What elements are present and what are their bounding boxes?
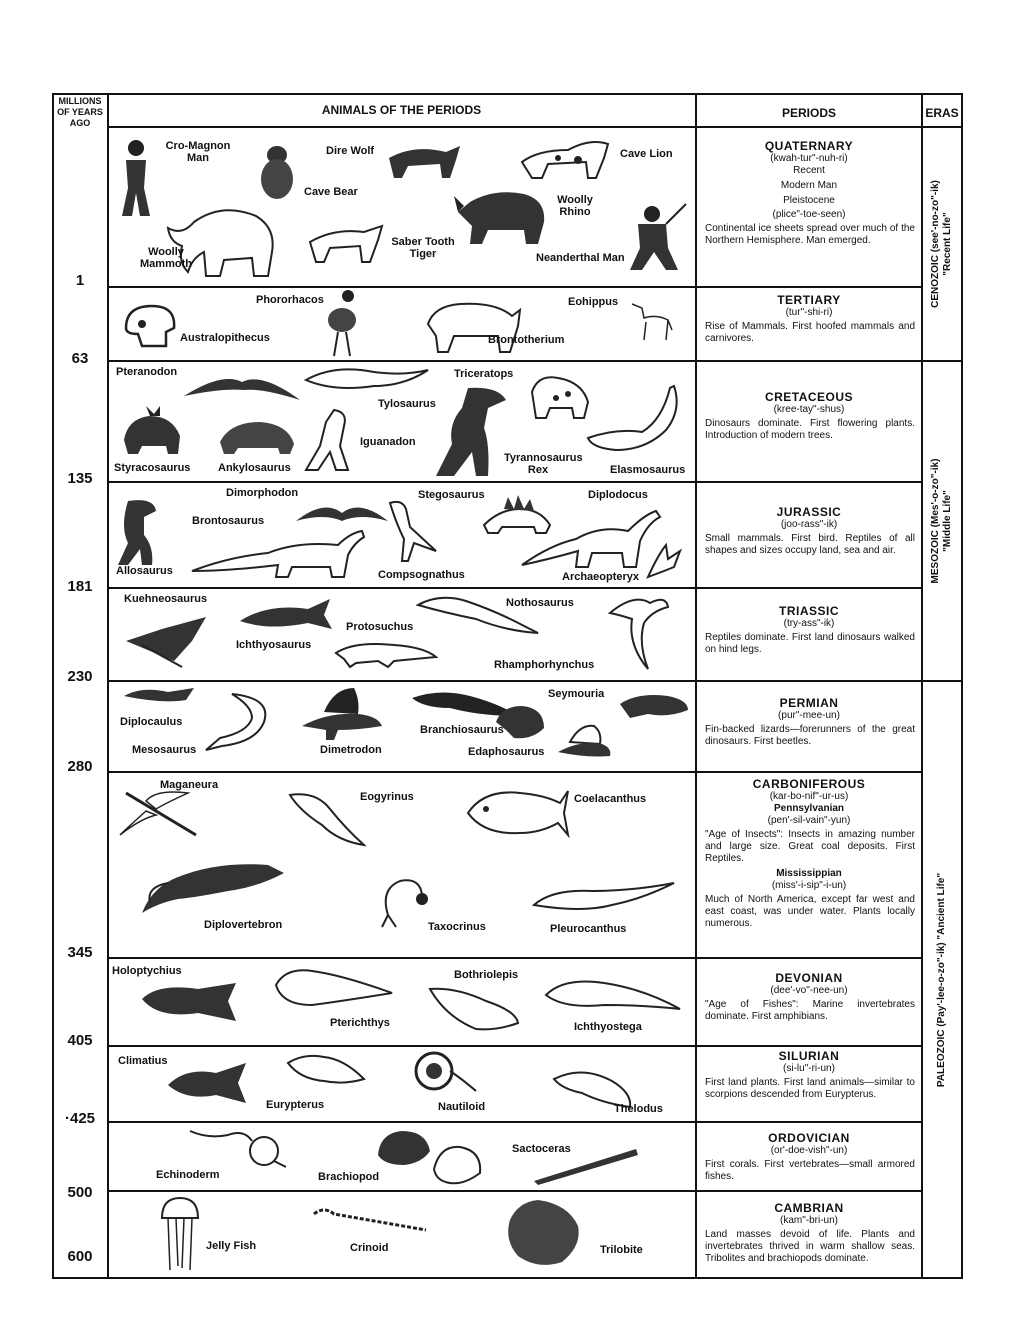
era-label: [930, 180, 954, 308]
animal-label: Styracosaurus: [114, 462, 191, 474]
period-description: Small mammals. First bird. Reptiles of all shapes and sizes occupy land, sea and air.: [705, 533, 915, 556]
nautiloid-illustration: [412, 1049, 478, 1097]
animal-label: Echinoderm: [156, 1169, 220, 1181]
period-name: TERTIARY: [777, 293, 841, 307]
animal-label: Eogyrinus: [360, 791, 414, 803]
animals-tertiary: [108, 288, 695, 360]
period-description: "Age of Fishes": Marine invertebrates dominate. First amphibians.: [705, 999, 915, 1022]
period-description: "Age of Insects": Insects in amazing number and large size. Great coal deposits. First Reptiles.: [705, 829, 915, 864]
animal-label: Holoptychius: [112, 965, 182, 977]
animal-label: Eurypterus: [266, 1099, 325, 1111]
animal-label: Diplocaulus: [120, 716, 183, 728]
period-description: Reptiles dominate. First land dinosaurs walked on hind legs.: [705, 632, 915, 655]
brontosaurus-illustration: [188, 527, 368, 579]
period-description: Dinosaurs dominate. First flowering plants. Introduction of modern trees.: [705, 418, 915, 441]
animal-label: Seymouria: [548, 688, 605, 700]
woolly-rhino-illustration: [454, 182, 550, 246]
period-pronunciation: (plice"-toe-seen): [772, 209, 846, 220]
eohippus-illustration: [628, 300, 674, 342]
animals-jurassic: [108, 483, 695, 587]
animal-label: Mesosaurus: [132, 744, 197, 756]
animal-label: Neanderthal Man: [536, 252, 625, 264]
tyrannosaurus-illustration: [428, 384, 514, 478]
age-label: 280: [67, 758, 93, 775]
edaphosaurus-illustration: [556, 722, 614, 762]
styracosaurus-illustration: [120, 406, 186, 456]
animal-label: Pterichthys: [330, 1017, 390, 1029]
animal-label: Diplodocus: [588, 489, 648, 501]
age-label: ·425: [64, 1110, 96, 1127]
animal-label: Compsognathus: [378, 569, 465, 581]
era-name: MESOZOIC (Mes'-o-zo"-ik): [930, 458, 941, 584]
bothriolepis-illustration: [426, 981, 522, 1033]
animal-label: Brachiopod: [318, 1171, 380, 1183]
period-pronunciation: (dee'-vo"-nee-un): [770, 985, 848, 996]
animal-label: Ichthyostega: [574, 1021, 642, 1033]
animals-permian: [108, 682, 695, 771]
period-name: CAMBRIAN: [774, 1201, 844, 1215]
pterichthys-illustration: [272, 965, 396, 1013]
age-label: 345: [67, 944, 93, 961]
period-subdivision: Pleistocene: [783, 195, 835, 206]
triceratops-illustration: [528, 372, 592, 420]
taxocrinus-illustration: [378, 875, 430, 929]
animal-label: Taxocrinus: [428, 921, 486, 933]
animal-label: Eohippus: [568, 296, 619, 308]
period-pronunciation: (si-lu"-ri-un): [783, 1063, 835, 1074]
animal-label: Brontosaurus: [192, 515, 265, 527]
animal-label: Coelacanthus: [574, 793, 647, 805]
animals-cretaceous: [108, 362, 695, 481]
coelacanthus-illustration: [464, 783, 570, 841]
era-paleozoic: [923, 682, 961, 1277]
seymouria-illustration: [492, 702, 548, 742]
cave-bear-illustration: [256, 143, 298, 201]
period-pronunciation: (miss'-i-sip"-i-un): [771, 880, 847, 891]
period-pronunciation: (kwah-tur"-nuh-ri): [770, 153, 848, 164]
age-label: 405: [67, 1032, 93, 1049]
animal-label: Cave Bear: [304, 186, 358, 198]
rhamphorhynchus-illustration: [608, 593, 670, 671]
animal-label: Branchiosaurus: [420, 724, 504, 736]
brachiopod-illustration: [374, 1127, 486, 1189]
climatius-illustration: [166, 1061, 248, 1105]
period-subdivision: Mississippian: [776, 868, 842, 879]
period-description: Fin-backed lizards—forerunners of the great dinosaurs. First beetles.: [705, 724, 915, 747]
era-cenozoic: [923, 128, 961, 360]
period-name: TRIASSIC: [778, 604, 839, 618]
protosuchus-illustration: [334, 637, 438, 669]
animal-label: Phororhacos: [256, 294, 324, 306]
age-label: 63: [71, 350, 89, 367]
animal-label: Archaeopteryx: [562, 571, 640, 583]
divider: [695, 93, 697, 1279]
animal-label: Diplovertebron: [204, 919, 283, 931]
animals-silurian: [108, 1047, 695, 1121]
animal-label: Thelodus: [614, 1103, 663, 1115]
animal-label: Crinoid: [350, 1242, 389, 1254]
holoptychius-illustration: [138, 979, 242, 1025]
animal-label: Jelly Fish: [206, 1240, 257, 1252]
period-pronunciation: (kar-bo-nif"-ur-us): [769, 791, 849, 802]
period-name: QUATERNARY: [764, 139, 854, 153]
era-label: [936, 872, 948, 1086]
period-pronunciation: (try-ass"-ik): [783, 618, 835, 629]
period-cambrian: [697, 1202, 921, 1265]
period-triassic: [697, 605, 921, 656]
animal-label: Woolly Rhino: [557, 194, 593, 218]
pteranodon-illustration: [182, 366, 302, 406]
animal-label: Tylosaurus: [378, 398, 436, 410]
eogyrinus-illustration: [286, 785, 366, 849]
diplodocus-illustration: [520, 505, 662, 569]
animal-label: Climatius: [118, 1055, 168, 1067]
animal-label: Cave Lion: [620, 148, 673, 160]
ankylosaurus-illustration: [216, 418, 296, 456]
period-description: Land masses devoid of life. Plants and invertebrates thrived in warm shallow seas. Tribolites and brachiopods dominate.: [705, 1229, 915, 1264]
period-pronunciation: (pur"-mee-un): [778, 710, 840, 721]
compsognathus-illustration: [384, 497, 440, 563]
period-ordovician: [697, 1132, 921, 1183]
crinoid-illustration: [310, 1204, 428, 1240]
age-label: 500: [67, 1184, 93, 1201]
period-name: PERMIAN: [779, 696, 839, 710]
animals-carboniferous: [108, 773, 695, 957]
diplovertebron-illustration: [138, 857, 288, 921]
animal-label: Trilobite: [600, 1244, 643, 1256]
animal-label: Saber Tooth Tiger: [391, 236, 455, 260]
animals-triassic: [108, 589, 695, 680]
jellyfish-illustration: [158, 1196, 202, 1272]
archaeopteryx-illustration: [644, 541, 684, 581]
trilobite-illustration: [498, 1196, 586, 1270]
period-carboniferous: [697, 778, 921, 930]
kuehneosaurus-illustration: [122, 611, 210, 671]
era-name: CENOZOIC (see'-no-zo"-ik): [930, 180, 941, 308]
ichthyostega-illustration: [544, 973, 682, 1015]
animal-label: Brontotherium: [488, 334, 565, 346]
animal-label: Ichthyosaurus: [236, 639, 312, 651]
period-silurian: [697, 1050, 921, 1101]
dimorphodon-illustration: [294, 495, 390, 529]
saber-tooth-illustration: [304, 218, 386, 264]
period-name: ORDOVICIAN: [768, 1131, 850, 1145]
period-description: Rise of Mammals. First hoofed mammals and carnivores.: [705, 321, 915, 344]
era-mesozoic: [923, 362, 961, 680]
period-description: Continental ice sheets spread over much of the Northern Hemisphere. Man emerged.: [705, 223, 915, 246]
period-name: JURASSIC: [776, 505, 842, 519]
animals-ordovician: [108, 1123, 695, 1190]
header-millions: MILLIONS OF YEARS AGO: [57, 96, 103, 128]
dire-wolf-illustration: [384, 140, 464, 180]
period-quaternary: [697, 140, 921, 247]
period-subdivision: Modern Man: [780, 180, 838, 191]
animal-label: Tyrannosaurus Rex: [504, 452, 583, 476]
period-name: CRETACEOUS: [764, 390, 854, 404]
period-jurassic: [697, 506, 921, 557]
animal-label: Kuehneosaurus: [124, 593, 208, 605]
age-label: 600: [67, 1248, 93, 1265]
animal-label: Iguanadon: [360, 436, 416, 448]
period-pronunciation: (kree-tay"-shus): [773, 404, 845, 415]
animals-cambrian: [108, 1192, 695, 1277]
era-meaning: "Recent Life": [942, 212, 953, 276]
animal-label: Edaphosaurus: [468, 746, 545, 758]
period-pronunciation: (kam"-bri-un): [780, 1215, 838, 1226]
period-description: First corals. First vertebrates—small armored fishes.: [705, 1159, 915, 1182]
period-name: CARBONIFEROUS: [752, 777, 866, 791]
animals-devonian: [108, 959, 695, 1045]
mesosaurus-illustration: [202, 692, 274, 752]
period-permian: [697, 697, 921, 748]
animal-label: Protosuchus: [346, 621, 414, 633]
age-label: 135: [67, 470, 93, 487]
echinoderm-illustration: [188, 1125, 288, 1169]
iguanadon-illustration: [304, 406, 354, 472]
elasmosaurus-illustration: [586, 380, 690, 460]
era-name: PALEOZOIC (Pay'-lee-o-zo"-ik) "Ancient Life": [936, 872, 947, 1087]
period-pronunciation: (or'-doe-vish"-un): [770, 1145, 848, 1156]
skull-illustration: [122, 302, 178, 348]
phororhacos-illustration: [322, 288, 362, 358]
age-label: 181: [67, 578, 93, 595]
period-pronunciation: (joo-rass"-ik): [780, 519, 838, 530]
period-pronunciation: (pen'-sil-vain"-yun): [767, 815, 851, 826]
header-eras: ERAS: [925, 106, 959, 120]
animal-label: Sactoceras: [512, 1143, 571, 1155]
animal-label: Dimetrodon: [320, 744, 382, 756]
cro-magnon-illustration: [116, 138, 156, 218]
animal-label: Maganeura: [160, 779, 219, 791]
animal-label: Pteranodon: [116, 366, 178, 378]
period-tertiary: [697, 294, 921, 345]
eurypterus-illustration: [284, 1049, 368, 1099]
period-subdivision: Pennsylvanian: [773, 803, 845, 814]
period-name: DEVONIAN: [775, 971, 843, 985]
animal-label: Australopithecus: [180, 332, 270, 344]
animal-label: Allosaurus: [116, 565, 173, 577]
animal-label: Woolly Mammoth: [140, 246, 192, 270]
period-cretaceous: [697, 391, 921, 442]
diplocaulus-illustration: [122, 684, 196, 706]
neanderthal-illustration: [614, 202, 688, 272]
animal-label: Dire Wolf: [326, 145, 375, 157]
ichthyosaurus-illustration: [238, 597, 334, 635]
age-label: 230: [67, 668, 93, 685]
animal-label: Ankylosaurus: [218, 462, 291, 474]
header-periods: PERIODS: [781, 106, 836, 120]
era-label: [930, 459, 954, 584]
animal-label: Cro-Magnon Man: [165, 140, 231, 164]
sactoceras-illustration: [528, 1145, 640, 1185]
age-label: 1: [75, 272, 85, 289]
cave-lion-illustration: [518, 132, 614, 180]
dimetrodon-illustration: [298, 686, 384, 742]
header-animals: ANIMALS OF THE PERIODS: [321, 103, 482, 117]
era-meaning: "Middle Life": [942, 490, 953, 552]
period-description: First land plants. First land animals—similar to scorpions descended from Eurypterus.: [705, 1077, 915, 1100]
animals-quaternary: [108, 128, 695, 286]
animal-label: Bothriolepis: [454, 969, 519, 981]
animal-label: Rhamphorhynchus: [494, 659, 595, 671]
animal-label: Dimorphodon: [226, 487, 299, 499]
period-subdivision: Recent: [793, 165, 825, 176]
tylosaurus-illustration: [304, 362, 430, 394]
pleurocanthus-illustration: [532, 879, 676, 919]
period-devonian: [697, 972, 921, 1023]
animal-label: Nothosaurus: [506, 597, 574, 609]
allosaurus-illustration: [114, 497, 170, 567]
animal-label: Stegosaurus: [418, 489, 485, 501]
period-pronunciation: (tur"-shi-ri): [785, 307, 833, 318]
animal-label: Nautiloid: [438, 1101, 486, 1113]
animal-label: Elasmosaurus: [610, 464, 686, 476]
permian-lizard-illustration: [618, 690, 690, 720]
animal-label: Triceratops: [454, 368, 514, 380]
period-description: Much of North America, except far west and east coast, was under water. Plants locally numerous.: [705, 894, 915, 929]
period-name: SILURIAN: [778, 1049, 840, 1063]
animal-label: Pleurocanthus: [550, 923, 627, 935]
maganeura-illustration: [116, 789, 200, 839]
